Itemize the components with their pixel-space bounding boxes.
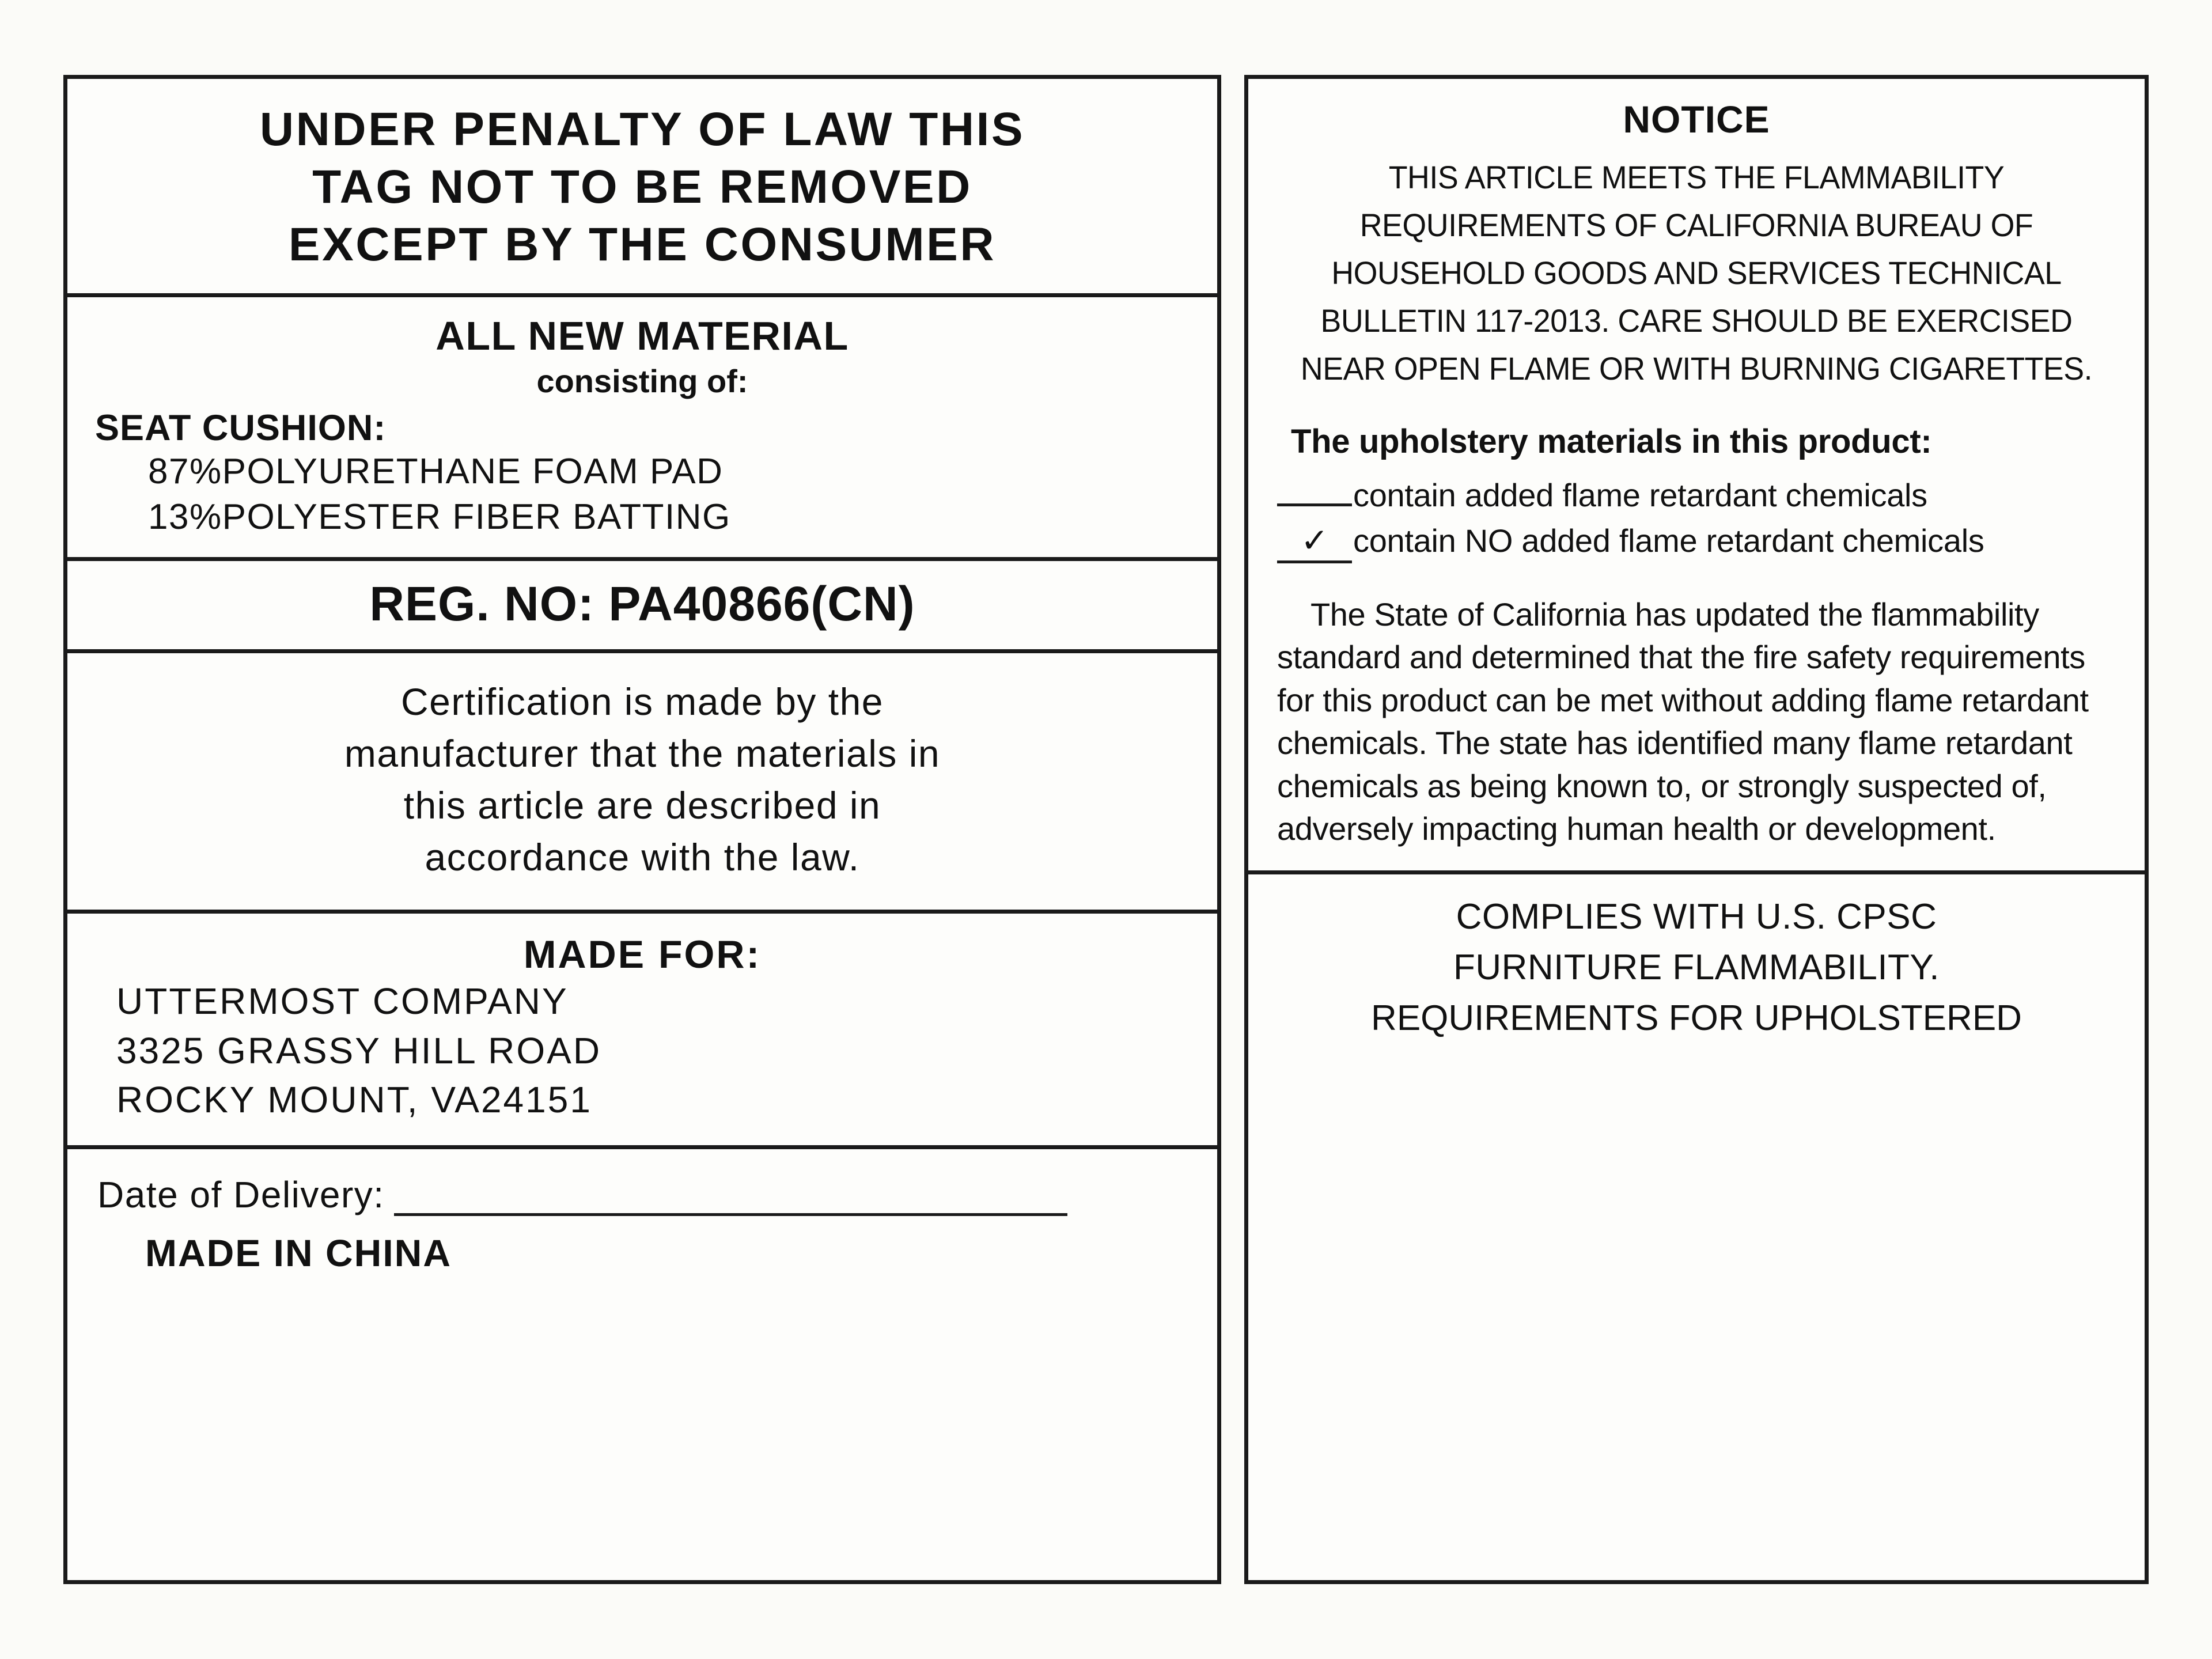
complies-line-1: COMPLIES WITH U.S. CPSC <box>1456 896 1937 937</box>
address-line-1: UTTERMOST COMPANY <box>116 980 569 1022</box>
option-contain-flame-retardant[interactable] <box>1275 476 2118 515</box>
address-line-2: 3325 GRASSY HILL ROAD <box>116 1029 602 1071</box>
certification-line-2: manufacturer that the materials in <box>344 732 941 775</box>
component-line-2: 13%POLYESTER FIBER BATTING <box>148 497 731 537</box>
certification-statement <box>67 653 1217 914</box>
penalty-statement <box>67 79 1217 297</box>
delivery-section <box>67 1149 1217 1301</box>
seat-cushion-label: SEAT CUSHION: <box>95 407 387 448</box>
penalty-line-3: EXCEPT BY THE CONSUMER <box>288 218 997 271</box>
complies-line-3: REQUIREMENTS FOR UPHOLSTERED <box>1371 998 2022 1038</box>
right-panel <box>1244 75 2149 1584</box>
penalty-line-2: TAG NOT TO BE REMOVED <box>312 161 972 214</box>
notice-line-1: THIS ARTICLE MEETS THE FLAMMABILITY <box>1388 159 2005 195</box>
date-of-delivery-label: Date of Delivery: <box>97 1173 385 1215</box>
notice-line-2: REQUIREMENTS OF CALIFORNIA BUREAU OF <box>1359 206 2033 243</box>
certification-line-4: accordance with the law. <box>425 835 860 878</box>
certification-line-1: Certification is made by the <box>400 680 884 724</box>
penalty-line-1: UNDER PENALTY OF LAW THIS <box>259 103 1025 156</box>
cpsc-compliance-section <box>1248 874 2145 1059</box>
made-for-section <box>67 914 1217 1149</box>
notice-section <box>1248 79 2145 874</box>
made-for-title: MADE FOR: <box>523 933 762 977</box>
material-subtitle: consisting of: <box>536 362 748 399</box>
registration-number: REG. NO: PA40866(CN) <box>67 561 1217 653</box>
component-line-1: 87%POLYURETHANE FOAM PAD <box>148 451 724 491</box>
upholstery-materials-heading: The upholstery materials in this product: <box>1291 423 1932 461</box>
notice-line-3: HOUSEHOLD GOODS AND SERVICES TECHNICAL <box>1331 254 2062 291</box>
material-title: ALL NEW MATERIAL <box>435 313 849 359</box>
check-icon: ✓ <box>1300 521 1329 559</box>
date-of-delivery-input[interactable] <box>394 1187 1067 1216</box>
checkbox-checked-no-added[interactable] <box>1277 521 1352 563</box>
complies-line-2: FURNITURE FLAMMABILITY. <box>1453 947 1940 987</box>
notice-line-4: BULLETIN 117-2013. CARE SHOULD BE EXERCISED <box>1320 302 2073 339</box>
notice-line-5: NEAR OPEN FLAME OR WITH BURNING CIGARETTES. <box>1300 350 2093 387</box>
left-panel <box>63 75 1221 1584</box>
date-of-delivery-row <box>85 1173 1200 1216</box>
state-of-california-paragraph: The State of California has updated the flammability standard and determined that the fire safety requirements for this product can be met without adding flame retardant chemicals. The state has identified many flame retardant chemicals as being known to, or strongly suspected of, adversely impacting human health or development. <box>1277 596 2089 847</box>
option-contain-label: contain added flame retardant chemicals <box>1353 477 1927 514</box>
address-line-3: ROCKY MOUNT, VA24151 <box>116 1078 592 1120</box>
notice-title: NOTICE <box>1623 98 1770 141</box>
certification-line-3: this article are described in <box>403 783 881 827</box>
made-in-country: MADE IN CHINA <box>145 1231 452 1274</box>
option-no-added-flame-retardant[interactable] <box>1275 521 2118 563</box>
checkbox-blank-contain[interactable] <box>1277 503 1352 506</box>
material-content-section <box>67 297 1217 561</box>
option-no-added-label: contain NO added flame retardant chemicals <box>1353 522 1984 559</box>
